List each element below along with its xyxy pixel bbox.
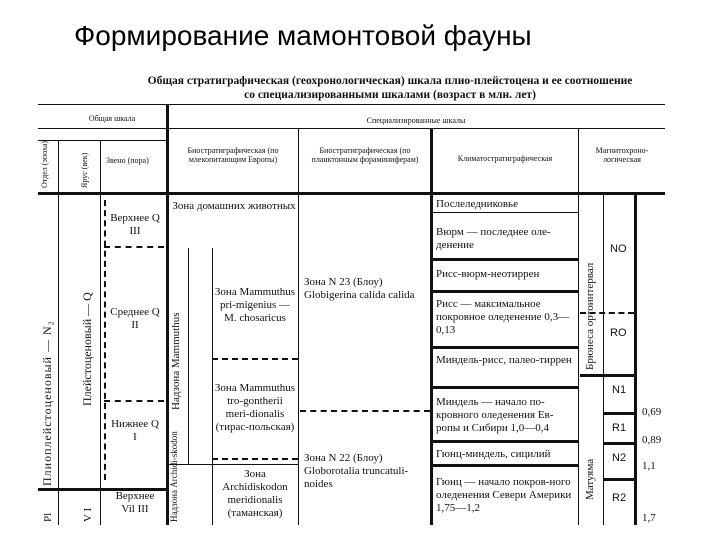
header-system: Отдел (эпоха) <box>40 140 49 188</box>
climate-item-5: Миндель-рисс, палео-тиррен <box>436 354 572 366</box>
header-link: Звено (пора) <box>106 156 149 165</box>
link-4: Верхнее Vil III <box>115 490 155 515</box>
link-divider-2 <box>104 400 164 402</box>
bottom-epoch: Pl <box>42 512 54 522</box>
mammal-zone-1: Зона домашних животных <box>172 200 296 212</box>
climate-item-4: Рисс — максимальное покровное оледенение 0,3—0,13 <box>436 298 570 336</box>
climate-item-8: Гюнц — начало покров-ного оледенения Севери Америки 1,75—1,2 <box>436 476 572 514</box>
mag-interval-no: NO <box>610 243 627 255</box>
mag-rule-1 <box>580 374 634 377</box>
table-heading-line-1: Общая стратиграфическая (геохронологическая) шкала плио-плейстоцена и ее соотношение <box>147 75 633 87</box>
link-2: Среднее Q II <box>110 306 160 331</box>
mammal-zone-divider-2 <box>212 458 298 460</box>
mag-interval-r1: R1 <box>612 422 627 434</box>
mag-interval-n2: N2 <box>612 452 627 464</box>
bottom-stage: V I <box>82 507 94 522</box>
climate-rule-6 <box>432 440 578 443</box>
rule-header-bottom <box>38 192 665 195</box>
mag-interval-n1: N1 <box>612 384 627 396</box>
mag-age-2: 0,89 <box>642 434 662 446</box>
epoch-label: Плиоплейстоценовый — N₂ <box>40 320 54 486</box>
climate-item-6: Миндель — начало по-кровного оледенения Ев-ропы и Сибири 1,0—0,4 <box>436 396 554 434</box>
mag-age-4: 1,7 <box>642 512 656 524</box>
stage-label: Плейстоценовый — Q <box>80 292 94 406</box>
climate-rule-5 <box>432 386 578 389</box>
col-line-4 <box>298 128 299 525</box>
mammal-zone-line <box>212 248 213 525</box>
link-3: Нижнее Q I <box>111 418 159 443</box>
magnetic-epoch-matuyama: Матуяма <box>584 458 596 500</box>
mammal-superzone-2: Надзона Archidi-skodon <box>169 431 179 522</box>
group-general: Общая шкала <box>88 114 136 123</box>
foram-zone-1: Зона N 23 (Блоу) Globigerina calida calida <box>304 276 415 301</box>
header-biostrat-mammal: Биостратиграфическая (по млекопитающим Европы) <box>187 146 279 164</box>
slide-title: Формирование мамонтовой фауны <box>74 20 532 51</box>
col-line-1 <box>58 140 59 525</box>
climate-rule-4 <box>432 346 578 349</box>
mag-age-1: 0,69 <box>642 406 662 418</box>
header-biostrat-foram: Биостратиграфическая (по планктонным фораминиферам) <box>311 146 419 164</box>
mammal-superzone-line <box>188 248 189 464</box>
header-stage: Ярус (век) <box>80 152 89 188</box>
link-divider-1 <box>104 246 164 248</box>
mag-rule-3 <box>604 442 634 445</box>
mammal-zone-3: Зона Mammuthus tro-gontherii meri-dionalis (тирас-польская) <box>214 382 296 433</box>
rule-top <box>38 104 665 105</box>
header-climatostrat: Климатостратиграфическая <box>457 154 553 163</box>
mammal-zone-4: Зона Archidiskodon meridionalis (таманская) <box>222 468 288 519</box>
link-1: Верхнее Q III <box>110 212 160 237</box>
foram-zone-2: Зона N 22 (Блоу) Globorotalia truncatuli-noides <box>304 452 409 490</box>
rule-mammal-superzone <box>168 464 298 465</box>
climate-rule-3 <box>432 290 578 293</box>
mammal-zone-divider-1 <box>212 358 298 360</box>
foram-divider <box>300 410 430 412</box>
col-line-2 <box>100 140 101 525</box>
mag-rule-4 <box>604 478 634 481</box>
table-heading-line-2: со специализированными шкалами (возраст в млн. лет) <box>244 89 536 101</box>
climate-rule-7 <box>432 464 578 467</box>
col-line-6 <box>578 128 579 525</box>
climate-item-2: Вюрм — последнее оле-денение <box>436 226 551 251</box>
group-specialized: Специализированные шкалы <box>366 116 466 125</box>
mag-rule-2 <box>604 412 634 415</box>
magnetic-epoch-brunhes: Брюнеса ортоинтервал <box>584 262 596 370</box>
climate-item-3: Рисс-вюрм-неотиррен <box>436 268 540 280</box>
climate-rule-2 <box>432 258 578 261</box>
climate-rule-1 <box>432 212 578 213</box>
col-line-8 <box>634 192 637 525</box>
link-dash <box>104 200 106 480</box>
rule-groups <box>38 128 665 129</box>
header-magnetochrono: Магнитохроно-логическая <box>595 146 649 164</box>
mag-interval-ro: RO <box>610 327 627 339</box>
climate-item-1: Послеледниковье <box>436 198 518 210</box>
climate-item-7: Гюнц-миндель, сицилий <box>436 448 551 460</box>
mag-dash-1 <box>580 312 634 314</box>
mammal-superzone-1: Надзона Mammuthus <box>170 312 182 410</box>
mammal-zone-2: Зона Mammuthus pri-migenius — M. chosaricus <box>214 286 296 324</box>
mag-interval-r2: R2 <box>612 492 627 504</box>
mag-age-3: 1,1 <box>642 460 656 472</box>
col-line-7 <box>603 192 604 525</box>
